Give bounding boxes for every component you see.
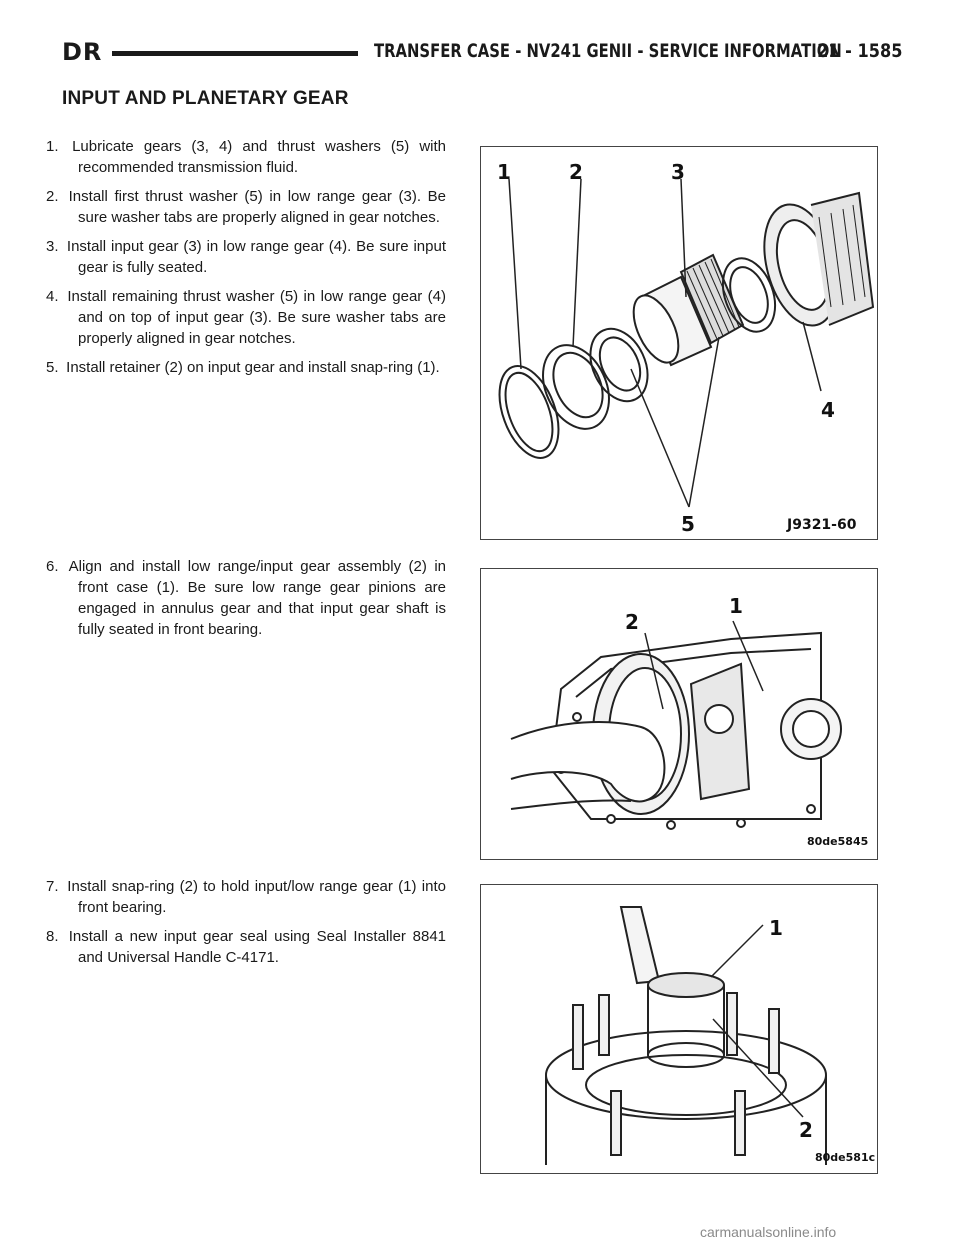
figure-case-install [480, 568, 878, 860]
header-title: TRANSFER CASE - NV241 GENII - SERVICE INFORMATION [374, 40, 842, 62]
step-item: 2. Install first thrust washer (5) in low range gear (3). Be sure washer tabs are properly aligned in gear notches. [46, 188, 446, 226]
figure-seal-install-drawing [481, 885, 877, 1173]
step-item: 1. Lubricate gears (3, 4) and thrust washers (5) with recommended transmission fluid. [46, 138, 446, 176]
figure-id: 80de5845 [807, 835, 869, 848]
page-header [62, 38, 902, 72]
steps-list-2 [46, 556, 446, 648]
callout-1: 1 [769, 916, 783, 940]
callout-2: 2 [625, 610, 639, 634]
header-rule [112, 51, 358, 56]
header-page-number: 21 - 1585 [816, 40, 902, 62]
callout-2: 2 [799, 1118, 813, 1142]
steps-list-3 [46, 876, 446, 976]
callout-5: 5 [681, 512, 695, 536]
figure-gear-exploded-drawing [481, 147, 877, 539]
section-title: INPUT AND PLANETARY GEAR [62, 88, 349, 109]
step-item: 3. Install input gear (3) in low range gear (4). Be sure input gear is fully seated. [46, 238, 447, 276]
callout-3: 3 [671, 160, 685, 184]
figure-gear-exploded [480, 146, 878, 540]
callout-1: 1 [497, 160, 511, 184]
step-item: 6. Align and install low range/input gear assembly (2) in front case (1). Be sure low range gear pinions are engaged in annulus gear and that input gear shaft is fully seated in front bearing. [46, 558, 446, 638]
callout-1: 1 [729, 594, 743, 618]
figure-seal-install [480, 884, 878, 1174]
steps-list-1 [46, 136, 446, 386]
step-item: 7. Install snap-ring (2) to hold input/low range gear (1) into front bearing. [46, 878, 446, 916]
step-item: 4. Install remaining thrust washer (5) in low range gear (4) and on top of input gear (3). Be sure washer tabs are properly aligned in gear notches. [46, 288, 446, 347]
figure-id: J9321-60 [787, 517, 857, 533]
callout-2: 2 [569, 160, 583, 184]
callout-4: 4 [821, 398, 835, 422]
site-watermark: carmanualsonline.info [700, 1224, 837, 1240]
figure-id: 80de581c [815, 1151, 876, 1164]
step-item: 5. Install retainer (2) on input gear and install snap-ring (1). [46, 359, 440, 376]
header-brand: DR [62, 38, 103, 66]
step-item: 8. Install a new input gear seal using Seal Installer 8841 and Universal Handle C-4171. [46, 928, 447, 966]
figure-case-install-drawing [481, 569, 877, 859]
